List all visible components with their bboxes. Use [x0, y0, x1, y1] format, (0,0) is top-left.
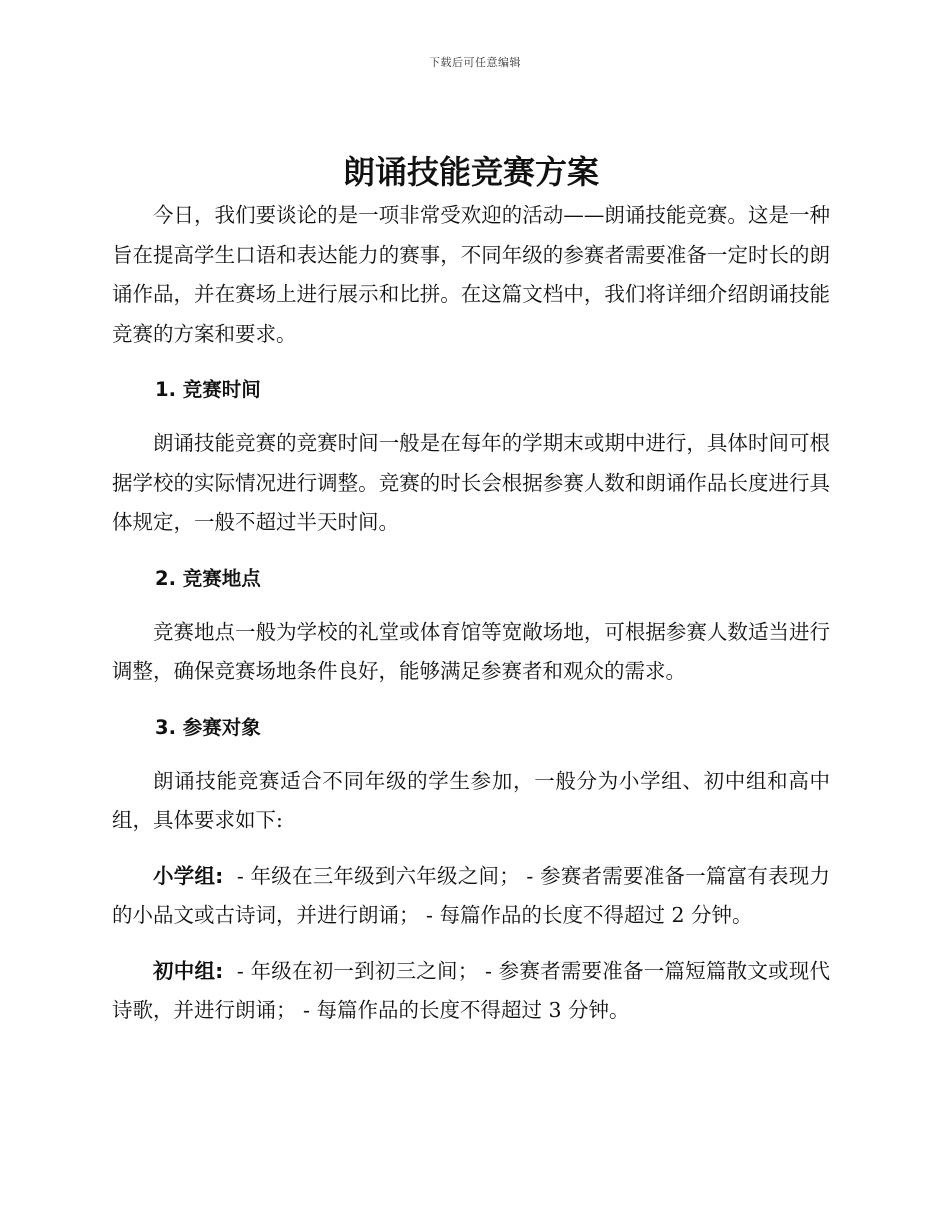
- intro-paragraph: 今日，我们要谈论的是一项非常受欢迎的活动——朗诵技能竞赛。这是一种旨在提高学生口语和表达能力的赛事，不同年级的参赛者需要准备一定时长的朗诵作品，并在赛场上进行展示和比拼。在这篇文档中，我们将详细介绍朗诵技能竞赛的方案和要求。: [112, 203, 830, 346]
- section-body-time: 朗诵技能竞赛的竞赛时间一般是在每年的学期末或期中进行，具体时间可根据学校的实际情况进行调整。竞赛的时长会根据参赛人数和朗诵作品长度进行具体规定，一般不超过半天时间。: [112, 431, 830, 534]
- section-body-participants: 朗诵技能竞赛适合不同年级的学生参加，一般分为小学组、初中组和高中组，具体要求如下:: [112, 768, 830, 832]
- group-junior: [112, 952, 830, 1031]
- group-primary: [112, 857, 830, 936]
- group-primary-text: - 年级在三年级到六年级之间； - 参赛者需要准备一篇富有表现力的小品文或古诗词，并进行朗诵； - 每篇作品的长度不得超过 2 分钟。: [112, 863, 830, 927]
- section-body-venue: 竞赛地点一般为学校的礼堂或体育馆等宽敞场地，可根据参赛人数适当进行调整，确保竞赛场地条件良好，能够满足参赛者和观众的需求。: [112, 619, 830, 683]
- group-junior-text: - 年级在初一到初三之间； - 参赛者需要准备一篇短篇散文或现代诗歌，并进行朗诵； - 每篇作品的长度不得超过 3 分钟。: [112, 958, 830, 1022]
- group-junior-label: 初中组:: [153, 958, 224, 983]
- section-heading-participants: 3. 参赛对象: [155, 715, 261, 739]
- document-body: [112, 148, 830, 1031]
- section-heading-venue: 2. 竞赛地点: [155, 566, 261, 590]
- header-note: 下载后可任意编辑: [429, 56, 521, 69]
- section-heading-time: 1. 竞赛时间: [155, 378, 261, 401]
- group-primary-label: 小学组:: [153, 863, 224, 888]
- document-title: 朗诵技能竞赛方案: [342, 153, 599, 191]
